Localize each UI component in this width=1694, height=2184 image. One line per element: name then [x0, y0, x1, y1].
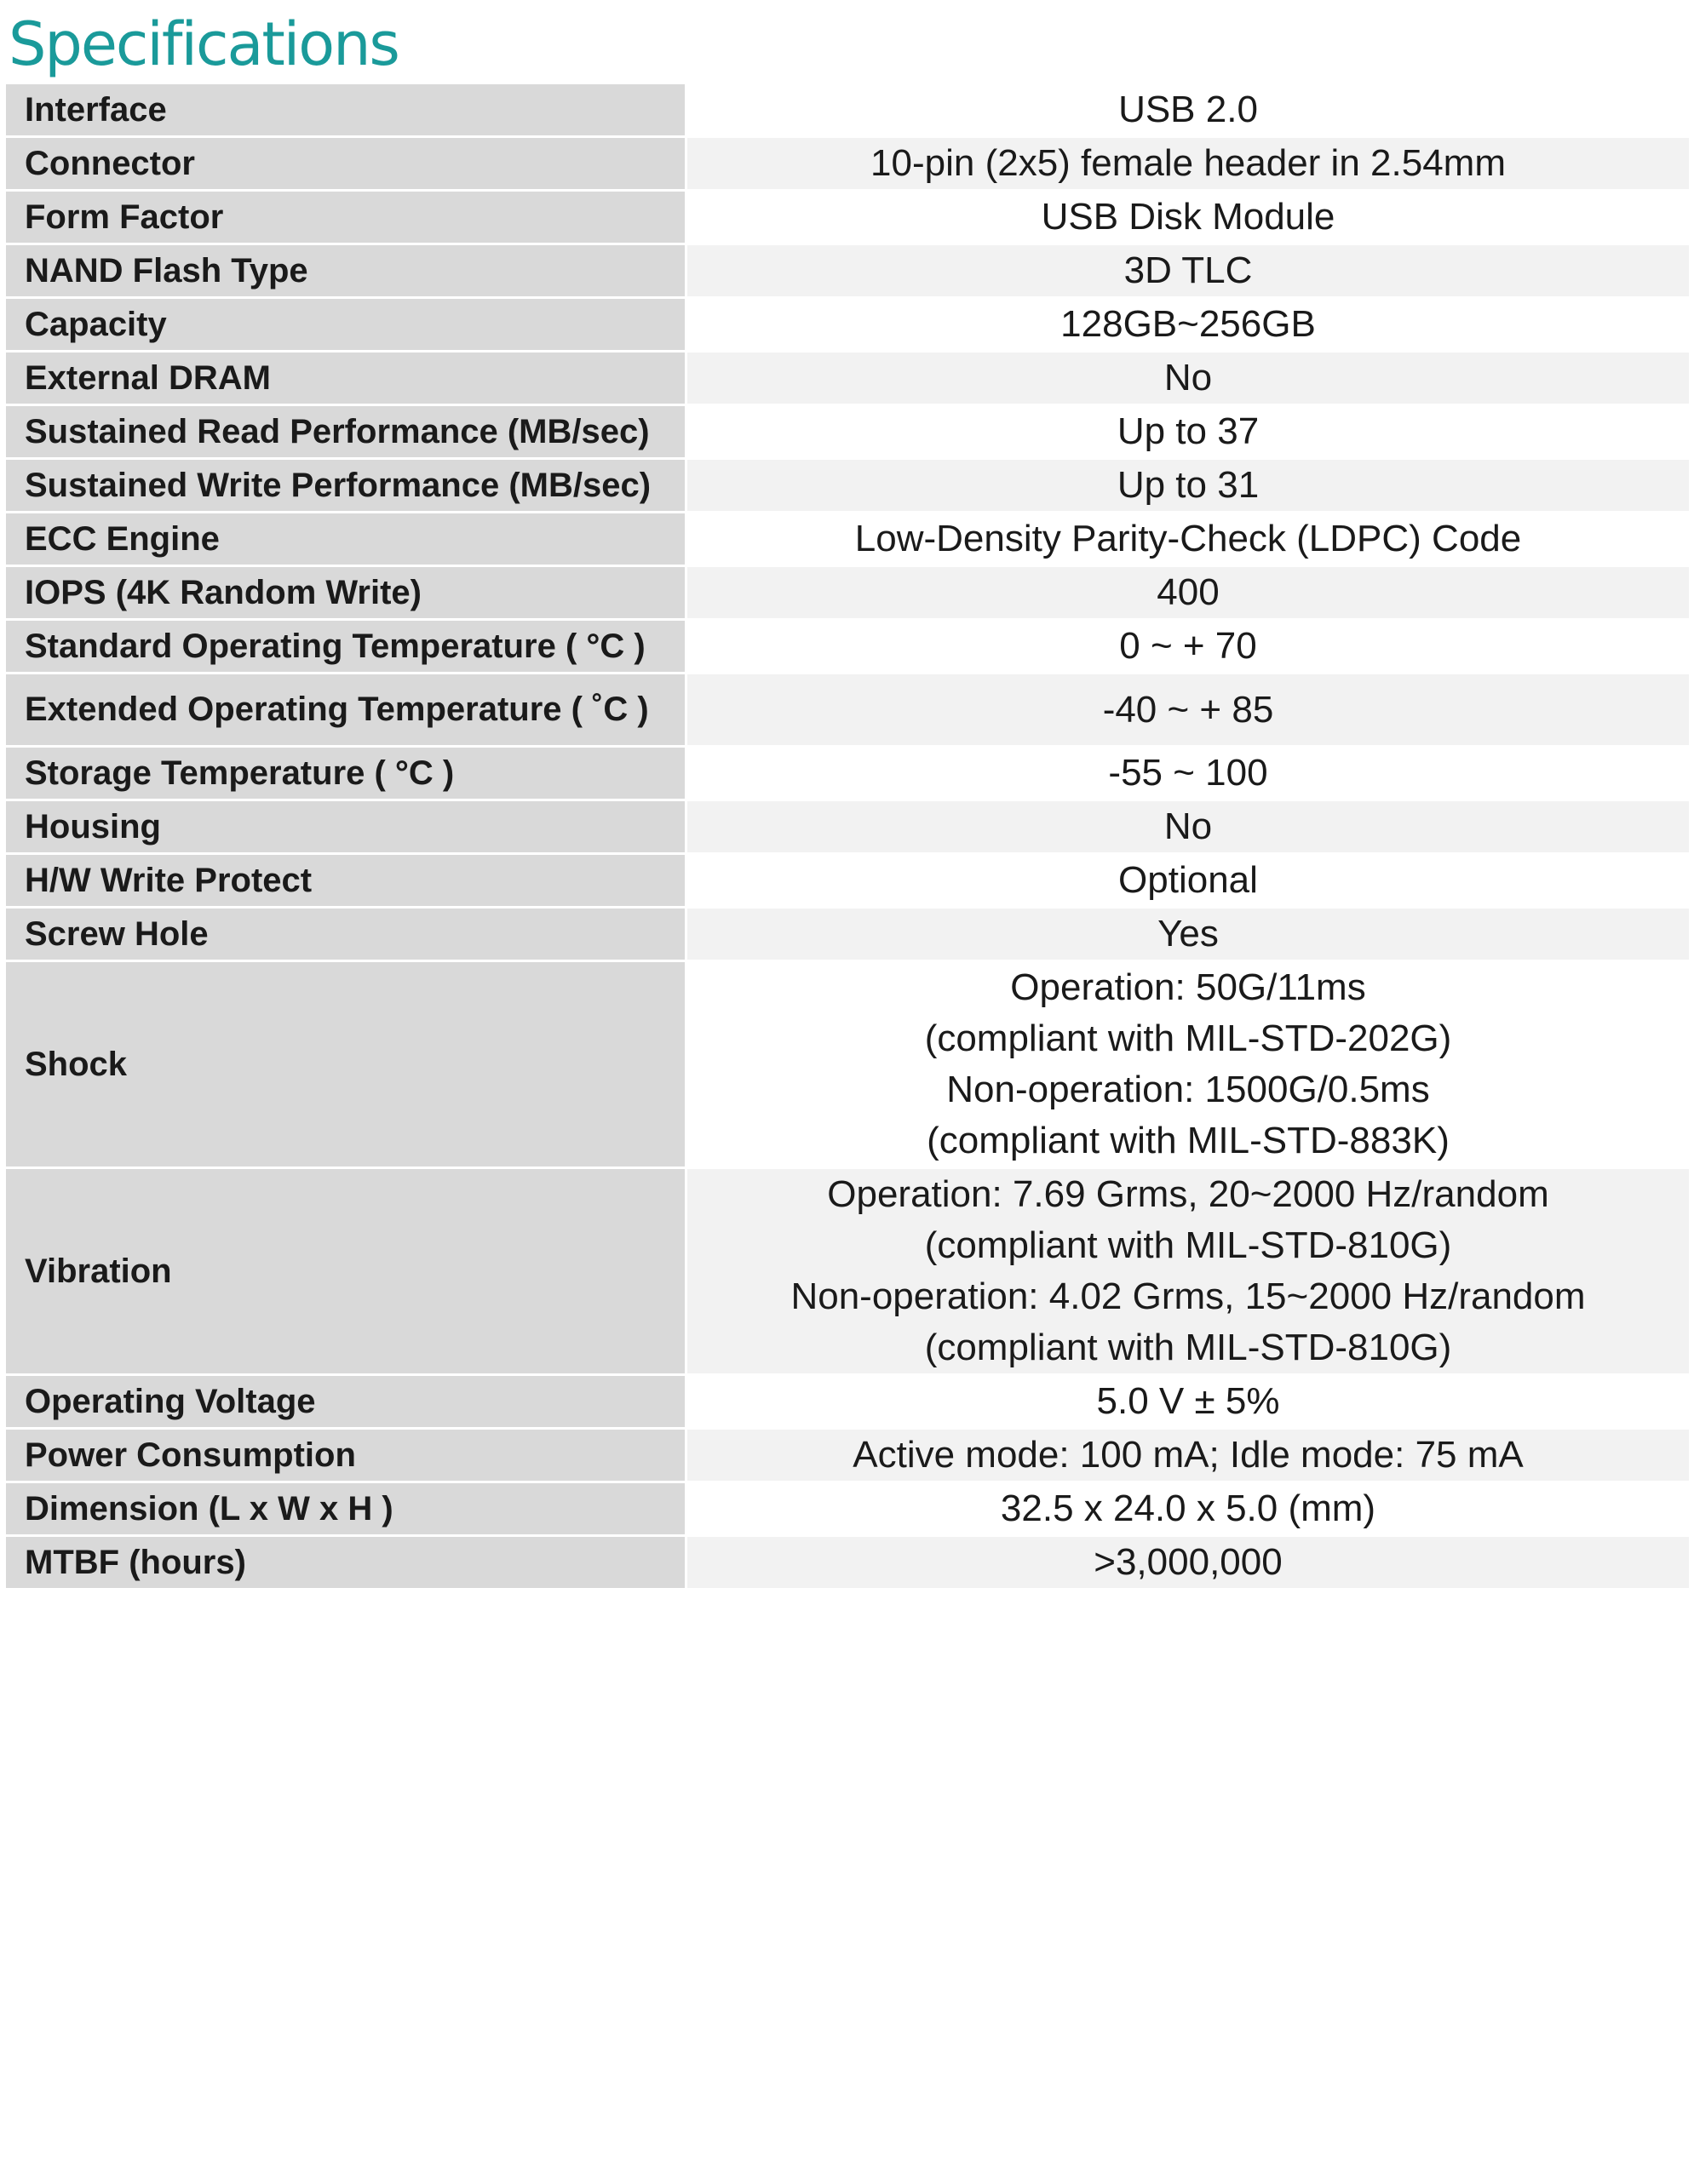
spec-value-line: Optional [1118, 859, 1258, 901]
spec-label: Form Factor [5, 191, 686, 244]
spec-value [686, 674, 1691, 747]
spec-value [686, 620, 1691, 674]
spec-row [5, 244, 1691, 298]
spec-row [5, 513, 1691, 566]
spec-row [5, 405, 1691, 459]
spec-value [686, 1536, 1691, 1590]
spec-value-line: >3,000,000 [1094, 1541, 1283, 1583]
spec-value [686, 191, 1691, 244]
spec-label: Housing [5, 800, 686, 854]
spec-value-line: Up to 37 [1117, 410, 1260, 452]
spec-label: Operating Voltage [5, 1375, 686, 1429]
spec-row [5, 854, 1691, 908]
spec-value-line: Active mode: 100 mA; Idle mode: 75 mA [853, 1434, 1524, 1476]
spec-label: External DRAM [5, 352, 686, 405]
spec-row [5, 566, 1691, 620]
spec-label: Extended Operating Temperature ( ˚C ) [5, 674, 686, 747]
spec-value-line: 5.0 V ± 5% [1096, 1380, 1280, 1422]
spec-value-line: No [1163, 357, 1213, 398]
spec-label: Shock [5, 961, 686, 1168]
spec-value [686, 352, 1691, 405]
spec-value [686, 1168, 1691, 1375]
page-title: Specifications [9, 9, 399, 79]
spec-row [5, 961, 1691, 1168]
spec-label: Capacity [5, 298, 686, 352]
spec-value-line: (compliant with MIL-STD-810G) [924, 1224, 1452, 1266]
spec-row [5, 800, 1691, 854]
spec-value-line: 3D TLC [1123, 249, 1253, 291]
spec-value-line: Operation: 7.69 Grms, 20~2000 Hz/random [827, 1173, 1549, 1215]
spec-row [5, 908, 1691, 961]
spec-row [5, 1429, 1691, 1482]
spec-value [686, 244, 1691, 298]
spec-value-line: USB 2.0 [1118, 89, 1258, 130]
spec-value-line: Low-Density Parity-Check (LDPC) Code [854, 518, 1522, 559]
spec-label: ECC Engine [5, 513, 686, 566]
spec-value [686, 747, 1691, 800]
spec-value-line: Up to 31 [1117, 464, 1260, 506]
spec-value [686, 1375, 1691, 1429]
spec-row [5, 83, 1691, 137]
spec-label: Standard Operating Temperature ( °C ) [5, 620, 686, 674]
spec-row [5, 191, 1691, 244]
spec-value-line: 400 [1157, 571, 1220, 613]
spec-value-line: Non-operation: 1500G/0.5ms [946, 1069, 1430, 1110]
spec-row [5, 352, 1691, 405]
spec-value-line: -40 ~ + 85 [1102, 688, 1274, 731]
spec-label: Storage Temperature ( °C ) [5, 747, 686, 800]
spec-row [5, 137, 1691, 191]
spec-value-line: Operation: 50G/11ms [1010, 966, 1366, 1008]
spec-value-line: 10-pin (2x5) female header in 2.54mm [870, 142, 1506, 184]
spec-label: Screw Hole [5, 908, 686, 961]
spec-value [686, 961, 1691, 1168]
spec-label: Sustained Read Performance (MB/sec) [5, 405, 686, 459]
spec-label: IOPS (4K Random Write) [5, 566, 686, 620]
spec-row [5, 1482, 1691, 1536]
spec-value [686, 137, 1691, 191]
spec-value [686, 405, 1691, 459]
spec-value-line: 0 ~ + 70 [1119, 625, 1257, 667]
specifications-table [3, 82, 1691, 1591]
spec-value [686, 800, 1691, 854]
spec-row [5, 298, 1691, 352]
spec-row [5, 1375, 1691, 1429]
spec-value-line: (compliant with MIL-STD-810G) [924, 1327, 1452, 1368]
spec-row [5, 1536, 1691, 1590]
spec-row [5, 620, 1691, 674]
spec-value [686, 83, 1691, 137]
spec-row [5, 747, 1691, 800]
spec-value-line: (compliant with MIL-STD-883K) [927, 1120, 1450, 1161]
spec-value [686, 459, 1691, 513]
spec-label: Vibration [5, 1168, 686, 1375]
specifications-table-body [5, 83, 1691, 1590]
spec-value-line: Yes [1157, 913, 1219, 954]
spec-label: Power Consumption [5, 1429, 686, 1482]
spec-value [686, 1429, 1691, 1482]
spec-label: MTBF (hours) [5, 1536, 686, 1590]
spec-label: Sustained Write Performance (MB/sec) [5, 459, 686, 513]
spec-value-line: USB Disk Module [1041, 196, 1335, 238]
spec-label: NAND Flash Type [5, 244, 686, 298]
spec-value [686, 298, 1691, 352]
spec-value [686, 513, 1691, 566]
spec-value-line: (compliant with MIL-STD-202G) [924, 1017, 1452, 1059]
spec-value-line: Non-operation: 4.02 Grms, 15~2000 Hz/random [790, 1275, 1586, 1317]
spec-row [5, 674, 1691, 747]
spec-row [5, 1168, 1691, 1375]
spec-label: Interface [5, 83, 686, 137]
spec-value [686, 908, 1691, 961]
spec-row [5, 459, 1691, 513]
spec-label: Connector [5, 137, 686, 191]
spec-value [686, 566, 1691, 620]
spec-value-line: No [1163, 805, 1213, 847]
spec-value-line: -55 ~ 100 [1108, 752, 1268, 794]
spec-value [686, 854, 1691, 908]
spec-value-line: 32.5 x 24.0 x 5.0 (mm) [1000, 1488, 1376, 1529]
spec-value [686, 1482, 1691, 1536]
spec-value-line: 128GB~256GB [1060, 303, 1316, 345]
spec-label: H/W Write Protect [5, 854, 686, 908]
spec-label: Dimension (L x W x H ) [5, 1482, 686, 1536]
